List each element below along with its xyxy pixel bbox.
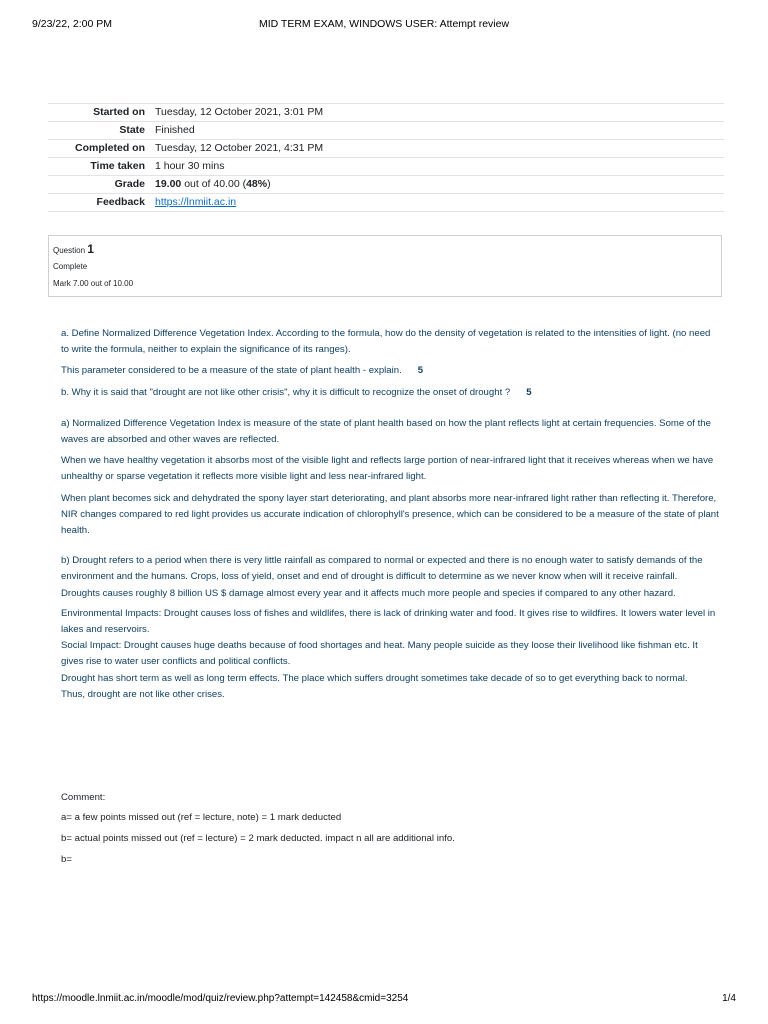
grade-label: Grade	[114, 178, 145, 190]
summary-row-state	[48, 122, 724, 140]
question-grade: Mark 7.00 out of 10.00	[53, 279, 134, 288]
time-taken-label: Time taken	[90, 160, 145, 172]
comment-section	[61, 790, 721, 868]
time-taken-value: 1 hour 30 mins	[155, 160, 225, 172]
feedback-label: Feedback	[96, 196, 145, 208]
grade-out-of: out of 40.00 (	[181, 178, 247, 190]
state-label: State	[119, 124, 145, 136]
print-datetime: 9/23/22, 2:00 PM	[32, 18, 112, 30]
grade-score: 19.00	[155, 178, 182, 190]
started-on-label: Started on	[93, 106, 145, 118]
answer-paragraph: b) Drought refers to a period when there is very little rainfall as compared to normal or expected and there is no enough water to satisfy demands of the environment and the humans. Crops, loss of yield, onset and end of drought is difficult to determine as we never know when will it receive rainfall.	[61, 555, 703, 583]
print-header	[32, 18, 736, 32]
answer-paragraph: Thus, drought are not like other crises.	[61, 688, 225, 700]
completed-on-label: Completed on	[75, 142, 145, 154]
question-info-box	[48, 235, 722, 297]
answer-paragraph: Droughts causes roughly 8 billion US $ damage almost every year and it affects much more people and species if compared to any other hazard.	[61, 587, 676, 599]
grade-close: )	[267, 178, 271, 190]
question-number: 1	[87, 242, 94, 256]
comment-line: a= a few points missed out (ref = lecture, note) = 1 mark deducted	[61, 812, 342, 823]
summary-row-feedback	[48, 194, 724, 212]
feedback-value	[151, 194, 724, 212]
comment-line: b= actual points missed out (ref = lecture) = 2 mark deducted. impact n all are additional info.	[61, 833, 455, 844]
prompt-a2-marks: 5	[417, 365, 424, 377]
summary-row-grade	[48, 176, 724, 194]
summary-row-completed	[48, 140, 724, 158]
prompt-b-line	[61, 385, 721, 401]
print-url: https://moodle.lnmiit.ac.in/moodle/mod/quiz/review.php?attempt=142458&cmid=3254	[32, 993, 409, 1004]
prompt-a: a. Define Normalized Difference Vegetation Index. According to the formula, how do the density of vegetation is related to the intensities of light. (no need to write the formula, neither to explain the significance of its ranges).	[61, 328, 711, 356]
question-number-line	[53, 242, 717, 258]
prompt-b: b. Why it is said that "drought are not like other crisis", why it is difficult to recognize the onset of drought ?	[61, 386, 511, 398]
comment-label: Comment:	[61, 792, 106, 803]
question-state: Complete	[53, 262, 88, 271]
answer-paragraph: Social Impact: Drought causes huge deaths because of food shortages and heat. Many people suicide as they loose their livelihood like fishman etc. It gives rise to water user conflicts and political conflicts.	[61, 640, 698, 668]
answer-paragraph: Drought has short term as well as long term effects. The place which suffers drought sometimes take decade of so to get everything back to normal.	[61, 672, 688, 684]
prompt-a2: This parameter considered to be a measure of the state of plant health - explain.	[61, 365, 402, 377]
print-footer	[32, 993, 736, 1007]
page-number: 1/4	[722, 993, 736, 1004]
summary-row-started	[48, 104, 724, 122]
grade-value	[151, 176, 724, 194]
feedback-link[interactable]: https://lnmiit.ac.in	[155, 196, 237, 208]
summary-row-time	[48, 158, 724, 176]
attempt-summary-table	[48, 103, 724, 212]
answer-paragraph: a) Normalized Difference Vegetation Index is measure of the state of plant health based on how the plant reflects light at certain frequencies. Some of the waves are absorbed and other waves are reflected.	[61, 417, 711, 446]
answer-paragraph: When we have healthy vegetation it absorbs most of the visible light and reflects large portion of near-infrared light that it receives whereas when we have unhealthy or sparse vegetation it reflects more visible light and less near-infrared light.	[61, 455, 714, 483]
question-label: Question	[53, 246, 88, 255]
print-page-title: MID TERM EXAM, WINDOWS USER: Attempt review	[258, 18, 510, 30]
state-value: Finished	[155, 124, 195, 136]
prompt-a2-line	[61, 363, 721, 379]
question-content	[61, 326, 721, 703]
answer-paragraph: Environmental Impacts: Drought causes loss of fishes and wildlifes, there is lack of drinking water and food. It gives rise to wildfires. It lowers water level in lakes and reservoirs.	[61, 607, 716, 636]
prompt-b-marks: 5	[526, 386, 532, 398]
comment-line: b=	[61, 854, 72, 865]
started-on-value: Tuesday, 12 October 2021, 3:01 PM	[155, 106, 324, 118]
answer-paragraph: When plant becomes sick and dehydrated the spony layer start deteriorating, and plant absorbs more near-infrared light rather than reflecting it. Therefore, NIR changes compared to red light provides us accurate indication of chlorophyll's presence, which can be considered to be a measure of the state of plant health.	[61, 492, 719, 537]
grade-percent: 48%	[246, 178, 268, 190]
completed-on-value: Tuesday, 12 October 2021, 4:31 PM	[155, 142, 324, 154]
